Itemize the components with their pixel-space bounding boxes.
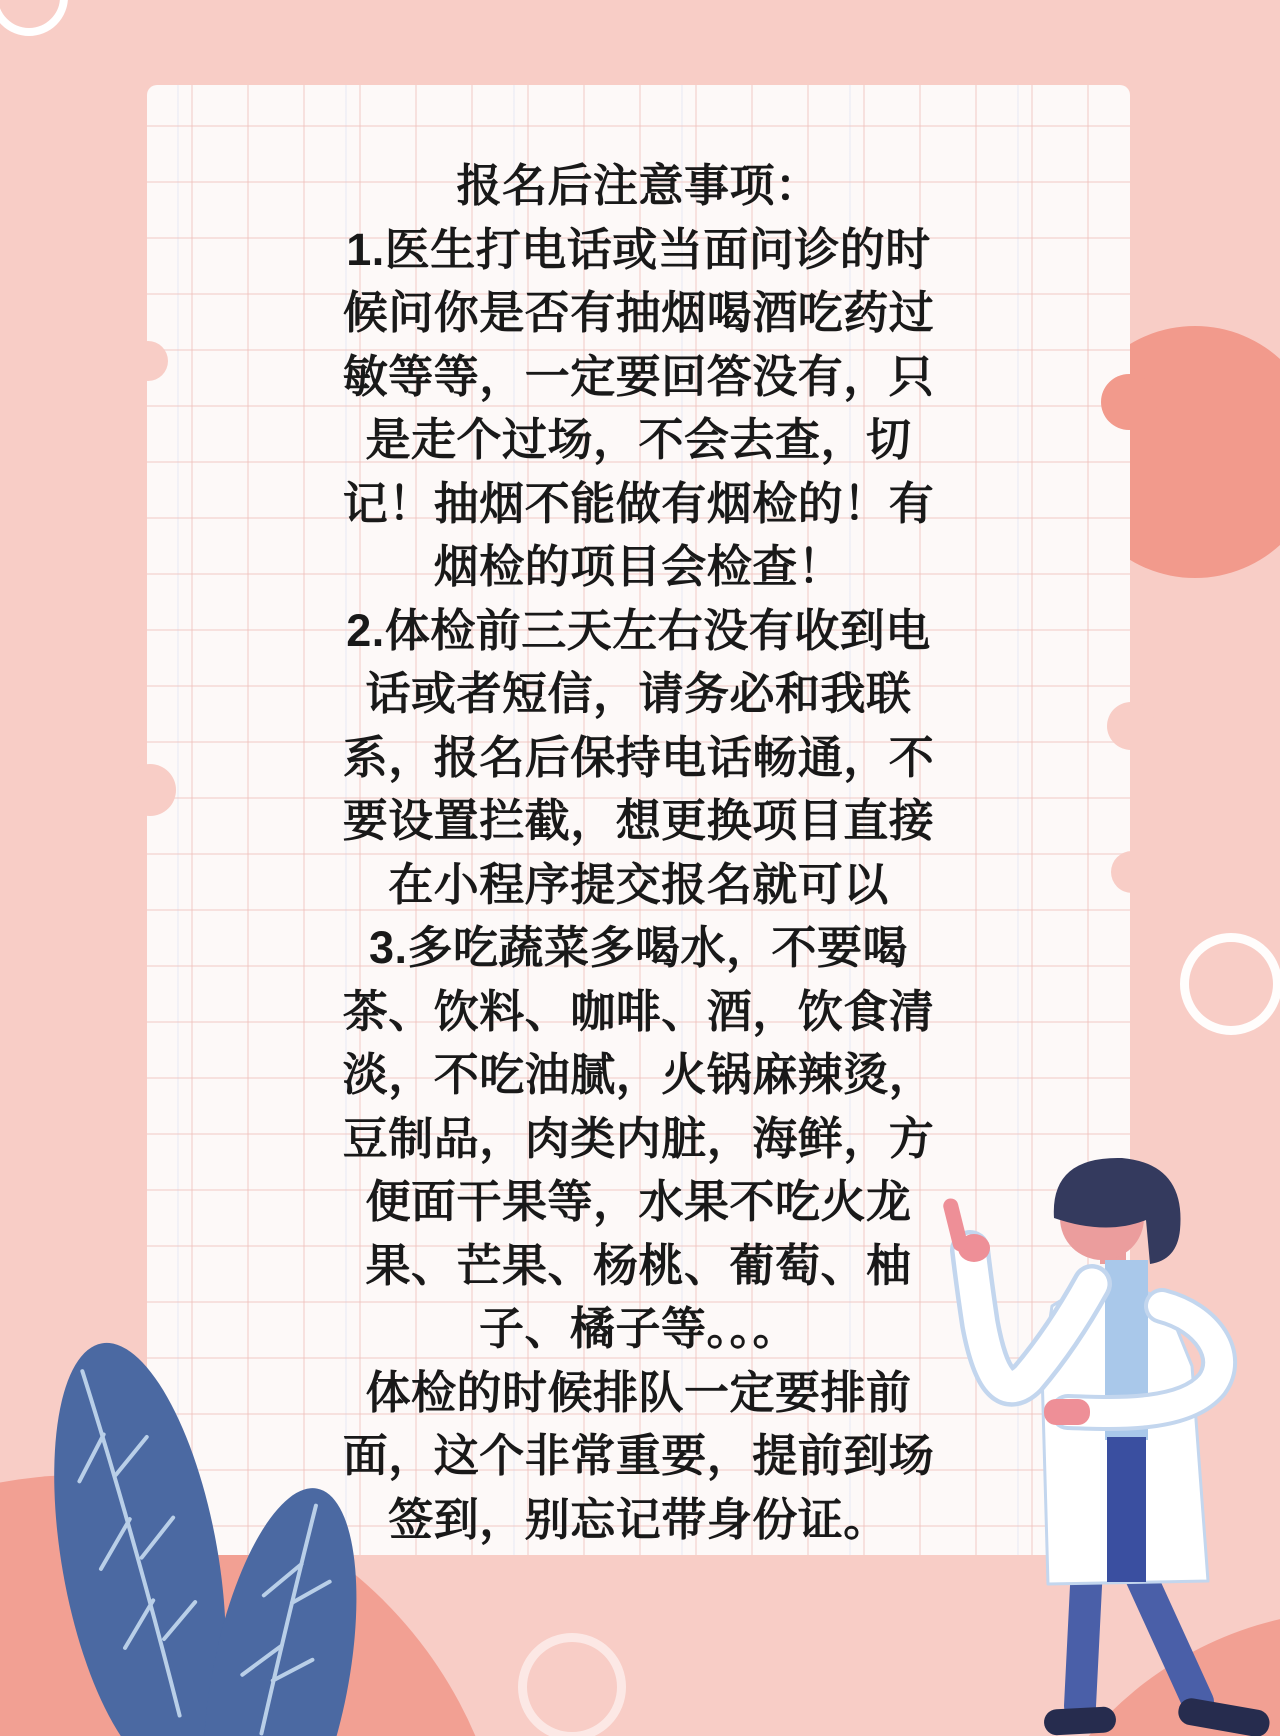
poster-line: 便面干果等，水果不吃火龙 xyxy=(365,1176,912,1227)
poster-line: 话或者短信，请务必和我联 xyxy=(365,668,912,719)
poster-line: 签到，别忘记带身份证。 xyxy=(388,1493,889,1545)
poster-line: 1.医生打电话或当面问诊的时 xyxy=(346,223,931,275)
poster-line: 候问你是否有抽烟喝酒吃药过 xyxy=(342,287,935,338)
card-edge-notch xyxy=(1101,374,1157,430)
poster-line: 记！抽烟不能做有烟检的！有 xyxy=(342,477,935,529)
card-edge-notch xyxy=(1111,851,1153,893)
poster-title: 报名后注意事项： xyxy=(456,160,821,211)
poster-line: 2.体检前三天左右没有收到电 xyxy=(346,604,931,656)
doctor-tie-icon xyxy=(1107,1437,1146,1582)
doctor-legs-icon xyxy=(1043,1566,1271,1736)
doctor-pointing-hand-icon xyxy=(942,1197,990,1262)
poster-line: 是走个过场，不会去查，切 xyxy=(365,414,912,465)
poster-line: 果、芒果、杨桃、葡萄、柚 xyxy=(365,1239,912,1291)
poster-line: 烟检的项目会检查！ xyxy=(433,541,844,592)
plant-leaves-illustration xyxy=(0,1280,420,1736)
poster-line: 在小程序提交报名就可以 xyxy=(388,858,889,910)
poster-line: 豆制品，肉类内脏，海鲜，方 xyxy=(342,1112,935,1164)
white-ring-bottom xyxy=(518,1633,626,1736)
poster-line: 敏等等，一定要回答没有，只 xyxy=(342,350,935,402)
poster-line: 淡，不吃油腻，火锅麻辣烫， xyxy=(342,1049,935,1100)
card-edge-notch xyxy=(128,341,168,381)
doctor-right-hand-icon xyxy=(1044,1399,1090,1425)
poster-line: 3.多吃蔬菜多喝水，不要喝 xyxy=(368,922,909,973)
doctor-illustration xyxy=(940,1156,1280,1736)
poster-line: 面，这个非常重要，提前到场 xyxy=(342,1430,935,1481)
white-ring-top-left xyxy=(0,0,68,36)
poster-line: 系，报名后保持电话畅通，不 xyxy=(342,731,935,783)
card-edge-notch xyxy=(1107,702,1155,750)
poster-line: 要设置拦截，想更换项目直接 xyxy=(342,795,935,846)
poster-line: 茶、饮料、咖啡、酒，饮食清 xyxy=(342,985,935,1037)
poster-line: 体检的时候排队一定要排前 xyxy=(365,1366,912,1418)
card-edge-notch xyxy=(124,764,176,816)
poster-line: 子、橘子等。。。 xyxy=(478,1303,798,1354)
white-ring-mid-right xyxy=(1180,933,1280,1035)
